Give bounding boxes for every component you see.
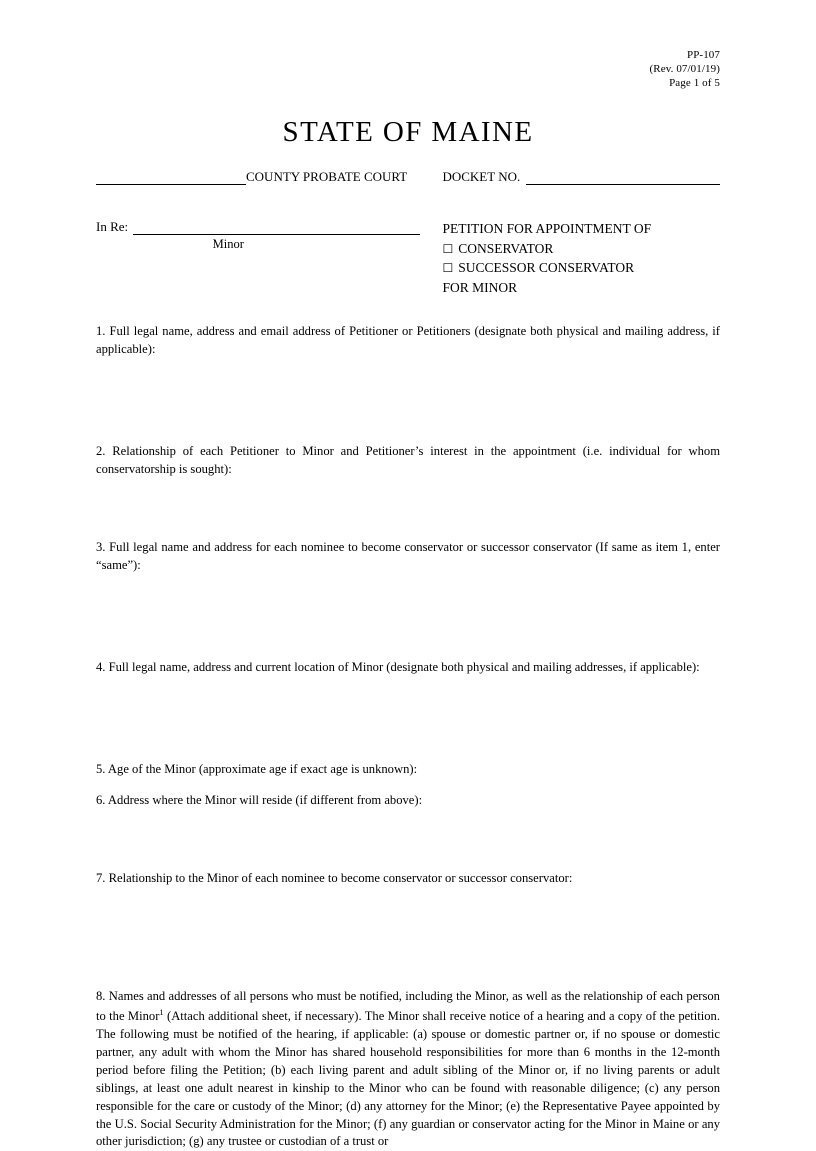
item-7	[96, 870, 720, 888]
item-7-text: Relationship to the Minor of each nominee to become conservator or successor conservator:	[108, 871, 573, 886]
footnote-marker: 1	[159, 1007, 164, 1018]
checkbox-successor-conservator-icon[interactable]: ☐	[442, 261, 454, 276]
item-4-number: 4.	[96, 659, 106, 674]
item-1-text: Full legal name, address and email address of Petitioner or Petitioners (designate both physical and mailing address, if applicable):	[96, 324, 720, 357]
county-blank-line[interactable]	[96, 171, 246, 185]
docket-label: DOCKET NO.	[442, 169, 521, 185]
item-6-number: 6.	[96, 793, 106, 808]
page-title: STATE OF MAINE	[282, 116, 534, 149]
item-2-number: 2.	[96, 444, 106, 459]
checkbox-conservator-label: CONSERVATOR	[458, 240, 554, 256]
item-4	[96, 659, 720, 677]
caption-row	[96, 219, 720, 297]
item-6	[96, 792, 720, 810]
item-3-number: 3.	[96, 539, 106, 554]
in-re-label: In Re:	[96, 219, 129, 235]
answer-space-1[interactable]	[96, 359, 720, 417]
item-8-number: 8.	[96, 989, 106, 1004]
in-re-block	[96, 219, 420, 297]
checkbox-conservator-icon[interactable]: ☐	[442, 241, 454, 256]
item-3	[96, 539, 720, 575]
form-revision: (Rev. 07/01/19)	[649, 63, 720, 76]
item-5-text: Age of the Minor (approximate age if exact age is unknown):	[107, 761, 418, 776]
docket-field	[420, 169, 720, 185]
answer-space-6[interactable]	[96, 810, 720, 844]
form-meta	[96, 48, 720, 90]
item-7-number: 7.	[96, 871, 106, 886]
page-label: Page 1 of 5	[669, 77, 720, 90]
form-number: PP-107	[687, 49, 720, 61]
petition-title: PETITION FOR APPOINTMENT OF	[442, 221, 652, 237]
item-1-number: 1.	[96, 324, 106, 339]
docket-blank-line[interactable]	[526, 171, 720, 185]
item-2	[96, 443, 720, 479]
item-4-text: Full legal name, address and current location of Minor (designate both physical and mailing addresses, if applicable):	[108, 659, 700, 674]
item-5	[96, 761, 720, 779]
checkbox-successor-conservator-row[interactable]	[442, 258, 720, 278]
answer-space-7[interactable]	[96, 888, 720, 962]
for-minor-label: FOR MINOR	[442, 279, 518, 295]
item-8	[96, 988, 720, 1151]
court-docket-row	[96, 169, 720, 185]
in-re-blank-line[interactable]	[133, 221, 420, 235]
item-3-text: Full legal name and address for each nominee to become conservator or successor conservator (If same as item 1, enter “same”):	[96, 539, 720, 572]
item-5-number: 5.	[96, 761, 106, 776]
item-1	[96, 323, 720, 359]
item-6-text: Address where the Minor will reside (if different from above):	[107, 793, 423, 808]
court-label: COUNTY PROBATE COURT	[246, 169, 408, 185]
checkbox-conservator-row[interactable]	[442, 239, 720, 259]
minor-caption: Minor	[212, 237, 244, 252]
item-2-text: Relationship of each Petitioner to Minor and Petitioner’s interest in the appointment (i.e. individual for whom conservatorship is sought):	[96, 444, 720, 477]
checkbox-successor-conservator-label: SUCCESSOR CONSERVATOR	[458, 260, 635, 276]
item-8-text-part2: (Attach additional sheet, if necessary). The Minor shall receive notice of a hearing and a copy of the petition. The following must be notified of the hearing, if applicable: (a) spouse or domestic partner or, if no spouse or domestic partner, any adult with whom the Minor has shared household responsibilities for more than 6 months in the 12-month period before filing the Petition; (b) each living parent and adult sibling of the Minor or, if no living parents or adult siblings, at least one adult nearest in kinship to the Minor who can be found with reasonable diligence; (c) any person responsible for the care or custody of the Minor; (d) any attorney for the Minor; (e) the Representative Payee appointed by the U.S. Social Security Administration for the Minor; (f) any guardian or conservator acting for the Minor in Maine or any other jurisdiction; (g) any trustee or custodian of a trust or	[96, 1009, 720, 1149]
answer-space-2[interactable]	[96, 479, 720, 513]
item-8-text-part1: Names and addresses of all persons who must be notified, including the Minor, as well as the relationship of each person to the Minor	[96, 989, 720, 1024]
answer-space-3[interactable]	[96, 575, 720, 633]
county-court-field	[96, 169, 420, 185]
answer-space-4[interactable]	[96, 677, 720, 735]
petition-type-block	[420, 219, 720, 297]
